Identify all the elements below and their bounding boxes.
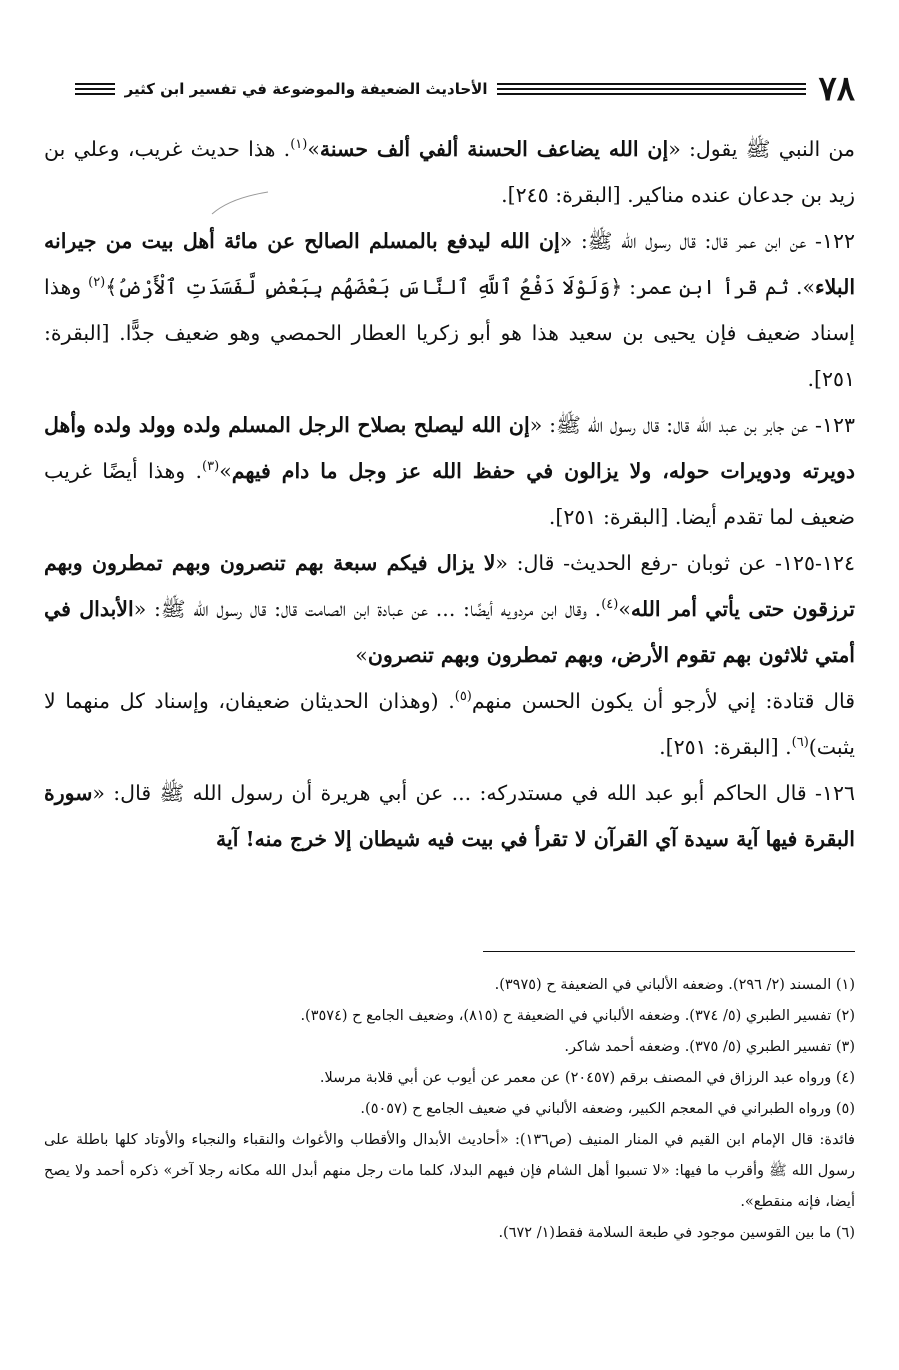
paragraph bbox=[44, 126, 855, 218]
commentary-text: » bbox=[355, 643, 368, 667]
hadith-text: لا يزال فيكم سبعة بهم تنصرون وبهم تمطرون وبهم ترزقون حتى يأتي أمر الله bbox=[44, 551, 856, 621]
commentary-text: ١٢٣- عن جابر بن عبد الله قال: قال رسول الله ﷺ: « bbox=[529, 413, 856, 437]
hadith-text: إن الله ليدفع بالمسلم الصالح عن مائة أهل بيت من جيرانه البلاء bbox=[44, 229, 856, 299]
commentary-text: . هذا حديث غريب، وعلي بن زيد بن جدعان عنده مناكير. [البقرة: ٢٤٥]. bbox=[44, 137, 855, 207]
footnote-ref: (٦) bbox=[791, 735, 809, 751]
page-header bbox=[44, 64, 855, 114]
paragraph bbox=[44, 402, 855, 540]
hadith-text: الأبدال في أمتي ثلاثون بهم تقوم الأرض، وبهم تمطرون وبهم تنصرون bbox=[44, 597, 855, 667]
paragraph bbox=[44, 678, 855, 770]
main-text bbox=[44, 126, 855, 862]
footnote-ref: (٥) bbox=[454, 689, 472, 705]
commentary-text: من النبي ﷺ يقول: « bbox=[668, 137, 856, 161]
hadith-text: إن الله يضاعف الحسنة ألفي ألف حسنة bbox=[319, 137, 669, 161]
commentary-text: وهذا إسناد ضعيف فإن يحيى بن سعيد هذا هو أبو زكريا العطار الحمصي وهو ضعيف جدًّا. [البقرة: ٢٥١]. bbox=[44, 275, 855, 391]
commentary-text: . (وهذان الحديثان ضعيفان، وإسناد كل منهما لا يثبت) bbox=[44, 689, 855, 759]
hadith-text: إن الله ليصلح بصلاح الرجل المسلم ولده وولد ولده وأهل دويرته ودويرات حوله، ولا يزالون في حفظ الله عز وجل ما دام فيهم bbox=[44, 413, 855, 483]
commentary-text: » bbox=[307, 137, 320, 161]
running-title: الأحاديث الضعيفة والموضوعة في تفسير ابن كثير bbox=[124, 80, 488, 98]
commentary-text: » bbox=[618, 597, 631, 621]
footnote: (٣) تفسير الطبري (٥/ ٣٧٥). وضعفه أحمد شاكر. bbox=[564, 1039, 855, 1055]
header-rule-middle bbox=[497, 83, 752, 95]
commentary-text: ١٢٢- عن ابن عمر قال: قال رسول الله ﷺ: « bbox=[559, 229, 856, 253]
header-rule-right bbox=[752, 83, 806, 95]
footnote: فائدة: قال الإمام ابن القيم في المنار المنيف (ص١٣٦): «أحاديث الأبدال والأقطاب والأغواث والنقباء والنجباء والأوتاد كلها باطلة على رسول الله ﷺ وأقرب ما فيها: «لا تسبوا أهل الشام فإن فيهم البدلا، كلما مات رجل منهم أبدل الله مكانه رجلا آخر» ذكره أحمد ولا يصح أيضا، فإنه منقطع». bbox=[44, 1132, 855, 1210]
footnote-ref: (٢) bbox=[88, 275, 106, 291]
commentary-text: ١٢٦- قال الحاكم أبو عبد الله في مستدركه: ... عن أبي هريرة أن رسول الله ﷺ قال: « bbox=[92, 781, 855, 805]
footnote: (٤) ورواه عبد الرزاق في المصنف برقم (٢٠٤٥٧) عن معمر عن أيوب عن أبي قلابة مرسلا. bbox=[319, 1070, 855, 1086]
hadith-text: سورة البقرة فيها آية سيدة آي القرآن لا تقرأ في بيت فيه شيطان إلا خرج منه! آية bbox=[44, 781, 855, 851]
commentary-text: ». ثم قرأ ابن عمر: ﴿وَلَوْلَا دَفْعُ ٱللَّهِ ٱلنَّاسَ بَعْضَهُم بِبَعْضٍ لَّفَسَدَتِ ٱلْأَرْضُ﴾ bbox=[105, 275, 816, 299]
commentary-text: » bbox=[219, 459, 232, 483]
footnote-divider bbox=[483, 951, 855, 952]
commentary-text: قال قتادة: إني لأرجو أن يكون الحسن منهم bbox=[471, 689, 855, 713]
commentary-text: ١٢٤-١٢٥- عن ثوبان -رفع الحديث- قال: « bbox=[495, 551, 855, 575]
footnote-ref: (٤) bbox=[601, 597, 619, 613]
paragraph bbox=[44, 218, 855, 402]
page-number: ٧٨ bbox=[818, 69, 855, 109]
header-rule-left bbox=[75, 83, 115, 95]
commentary-text: . وقال ابن مردويه أيضًا: ... عن عبادة ابن الصامت قال: قال رسول الله ﷺ: « bbox=[133, 597, 602, 621]
footnote: (١) المسند (٢/ ٢٩٦). وضعفه الألباني في الضعيفة ح (٣٩٧٥). bbox=[494, 977, 855, 993]
footnote: (٦) ما بين القوسين موجود في طبعة السلامة فقط(١/ ٦٧٢). bbox=[498, 1225, 855, 1241]
footnote: (٥) ورواه الطبراني في المعجم الكبير، وضعفه الألباني في ضعيف الجامع ح (٥٠٥٧). bbox=[360, 1101, 855, 1117]
commentary-text: . وهذا أيضًا غريب ضعيف لما تقدم أيضا. [البقرة: ٢٥١]. bbox=[44, 459, 855, 529]
footnote-ref: (٣) bbox=[202, 459, 220, 475]
footnotes bbox=[44, 970, 855, 1249]
paragraph bbox=[44, 770, 855, 862]
footnote: (٢) تفسير الطبري (٥/ ٣٧٤). وضعفه الألباني في الضعيفة ح (٨١٥)، وضعيف الجامع ح (٣٥٧٤). bbox=[300, 1008, 855, 1024]
commentary-text: . [البقرة: ٢٥١]. bbox=[659, 735, 792, 759]
footnote-ref: (١) bbox=[290, 137, 308, 153]
paragraph bbox=[44, 540, 855, 678]
